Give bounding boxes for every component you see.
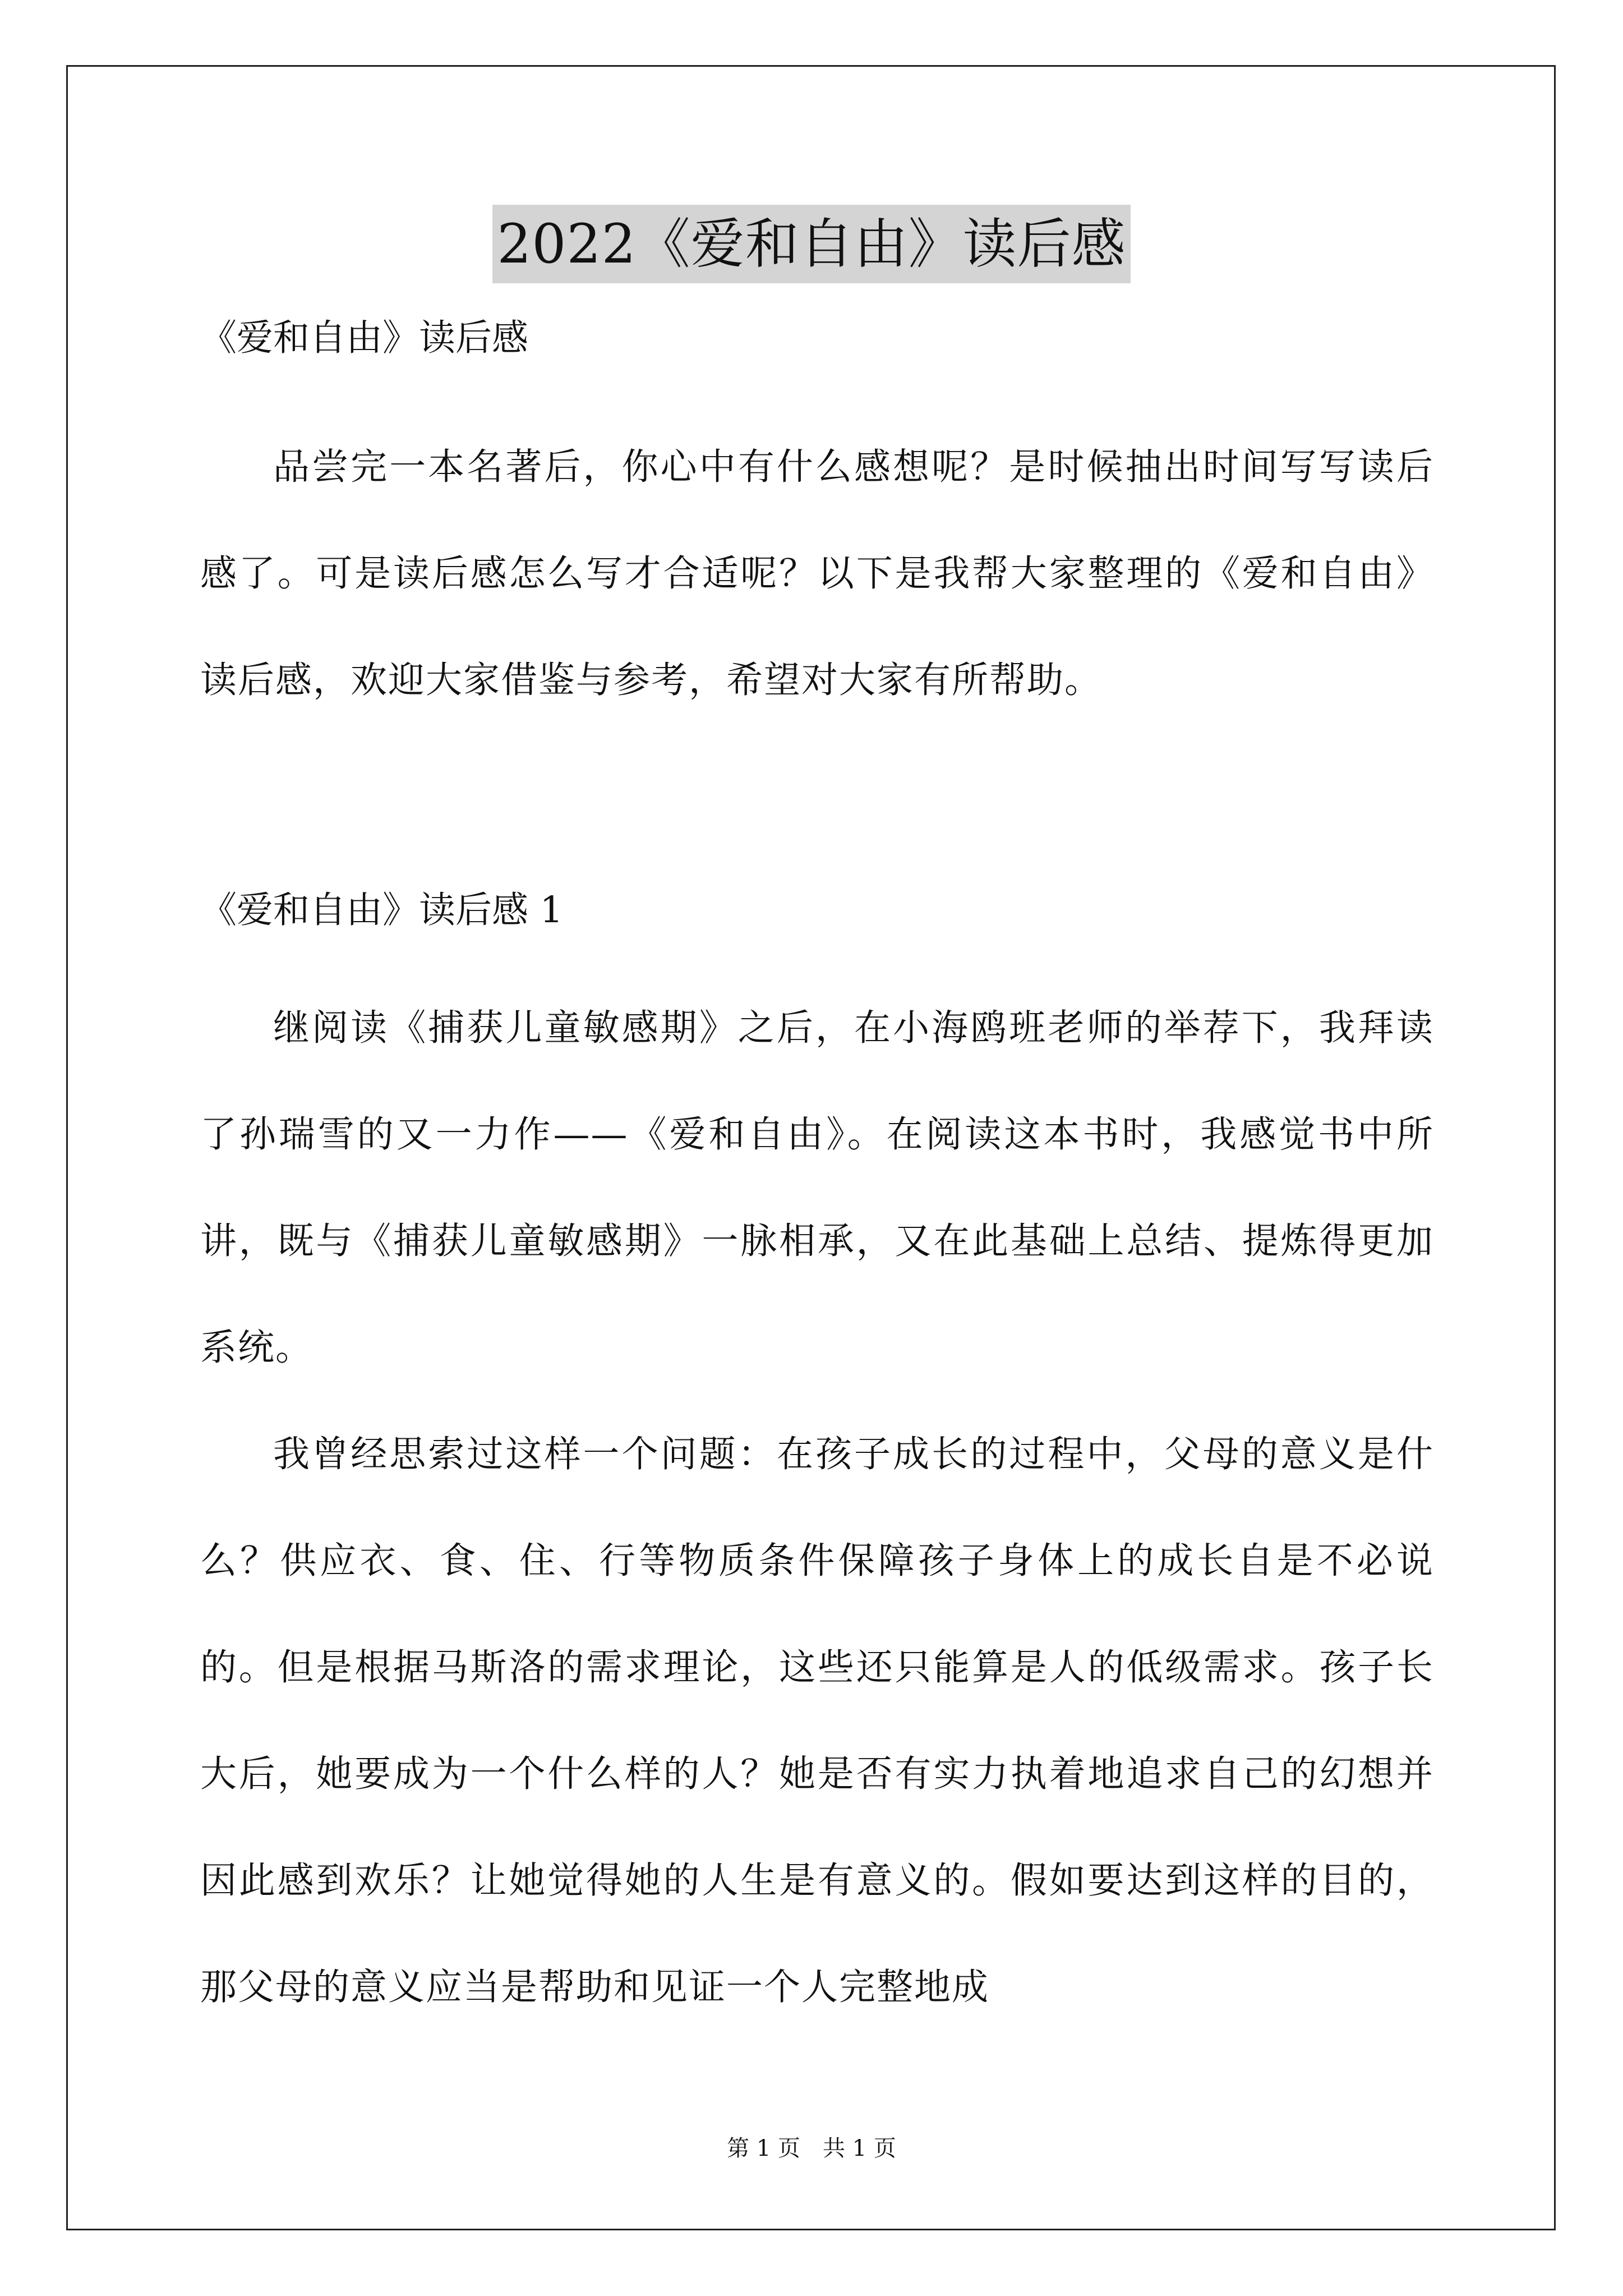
document-body	[200, 307, 1434, 2041]
intro-heading: 《爱和自由》读后感	[200, 317, 529, 359]
body-paragraph: 继阅读《捕获儿童敏感期》之后，在小海鸥班老师的举荐下，我拜读了孙瑞雪的又一力作——《爱和自由》。在阅读这本书时，我感觉书中所讲，既与《捕获儿童敏感期》一脉相承，又在此基础上总结、提炼得更加系统。	[200, 1007, 1434, 1369]
page-footer: 第 1 页 共 1 页	[727, 2136, 896, 2161]
title-container	[0, 205, 1623, 283]
intro-paragraph: 品尝完一本名著后，你心中有什么感想呢？是时候抽出时间写写读后感了。可是读后感怎么写才合适呢？以下是我帮大家整理的《爱和自由》读后感，欢迎大家借鉴与参考，希望对大家有所帮助。	[200, 446, 1434, 701]
document-title: 2022《爱和自由》读后感	[492, 205, 1130, 283]
section1-heading: 《爱和自由》读后感 1	[200, 889, 564, 931]
body-paragraph: 我曾经思索过这样一个问题：在孩子成长的过程中，父母的意义是什么？供应衣、食、住、行等物质条件保障孩子身体上的成长自是不必说的。但是根据马斯洛的需求理论，这些还只能算是人的低级需求。孩子长大后，她要成为一个什么样的人？她是否有实力执着地追求自己的幻想并因此感到欢乐？让她觉得她的人生是有意义的。假如要达到这样的目的，那父母的意义应当是帮助和见证一个人完整地成	[200, 1433, 1434, 2008]
